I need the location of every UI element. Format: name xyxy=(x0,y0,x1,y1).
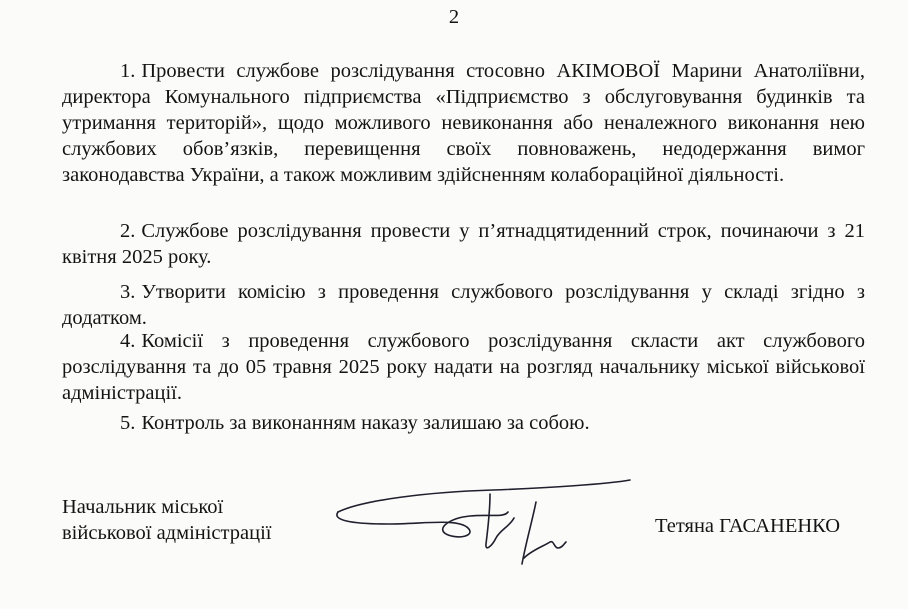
order-item-2-text: Службове розслідування провести у п’ятнадцятиденний строк, починаючи з 21 квітня 2025 року. xyxy=(62,220,865,268)
handwritten-signature xyxy=(318,472,648,572)
order-item-5 xyxy=(120,410,820,436)
order-item-5-text: Контроль за виконанням наказу залишаю за собою. xyxy=(141,412,590,434)
order-item-2 xyxy=(62,218,865,270)
order-item-3 xyxy=(62,279,865,331)
signatory-position-line-1: Начальник міської xyxy=(62,496,224,518)
order-item-3-number: 3. xyxy=(120,281,136,303)
order-item-4 xyxy=(62,328,865,406)
order-item-2-number: 2. xyxy=(120,220,136,242)
order-item-1 xyxy=(62,58,865,188)
signatory-name: Тетяна ГАСАНЕНКО xyxy=(655,515,841,537)
order-item-4-number: 4. xyxy=(120,330,136,352)
order-item-1-number: 1. xyxy=(120,60,136,82)
page-number: 2 xyxy=(448,6,460,28)
order-item-5-number: 5. xyxy=(120,412,136,434)
order-item-1-text: Провести службове розслідування стосовно АКІМОВОЇ Марини Анатоліївни, директора Комунального підприємства «Підприємство з обслуговування будинків та утримання територій», щодо можливого невиконання або неналежного виконання нею службових обов’язків, перевищення своїх повноважень, недодержання вимог законодавства України, а також можливим здійсненням колабораційної діяльності. xyxy=(62,60,865,186)
signatory-position-line-2: військової адміністрації xyxy=(62,522,272,544)
order-item-4-text: Комісії з проведення службового розслідування скласти акт службового розслідування та до 05 травня 2025 року надати на розгляд начальнику міської військової адміністрації. xyxy=(62,330,865,404)
order-item-3-text: Утворити комісію з проведення службового розслідування у складі згідно з додатком. xyxy=(62,281,865,329)
signatory-position xyxy=(62,494,322,546)
